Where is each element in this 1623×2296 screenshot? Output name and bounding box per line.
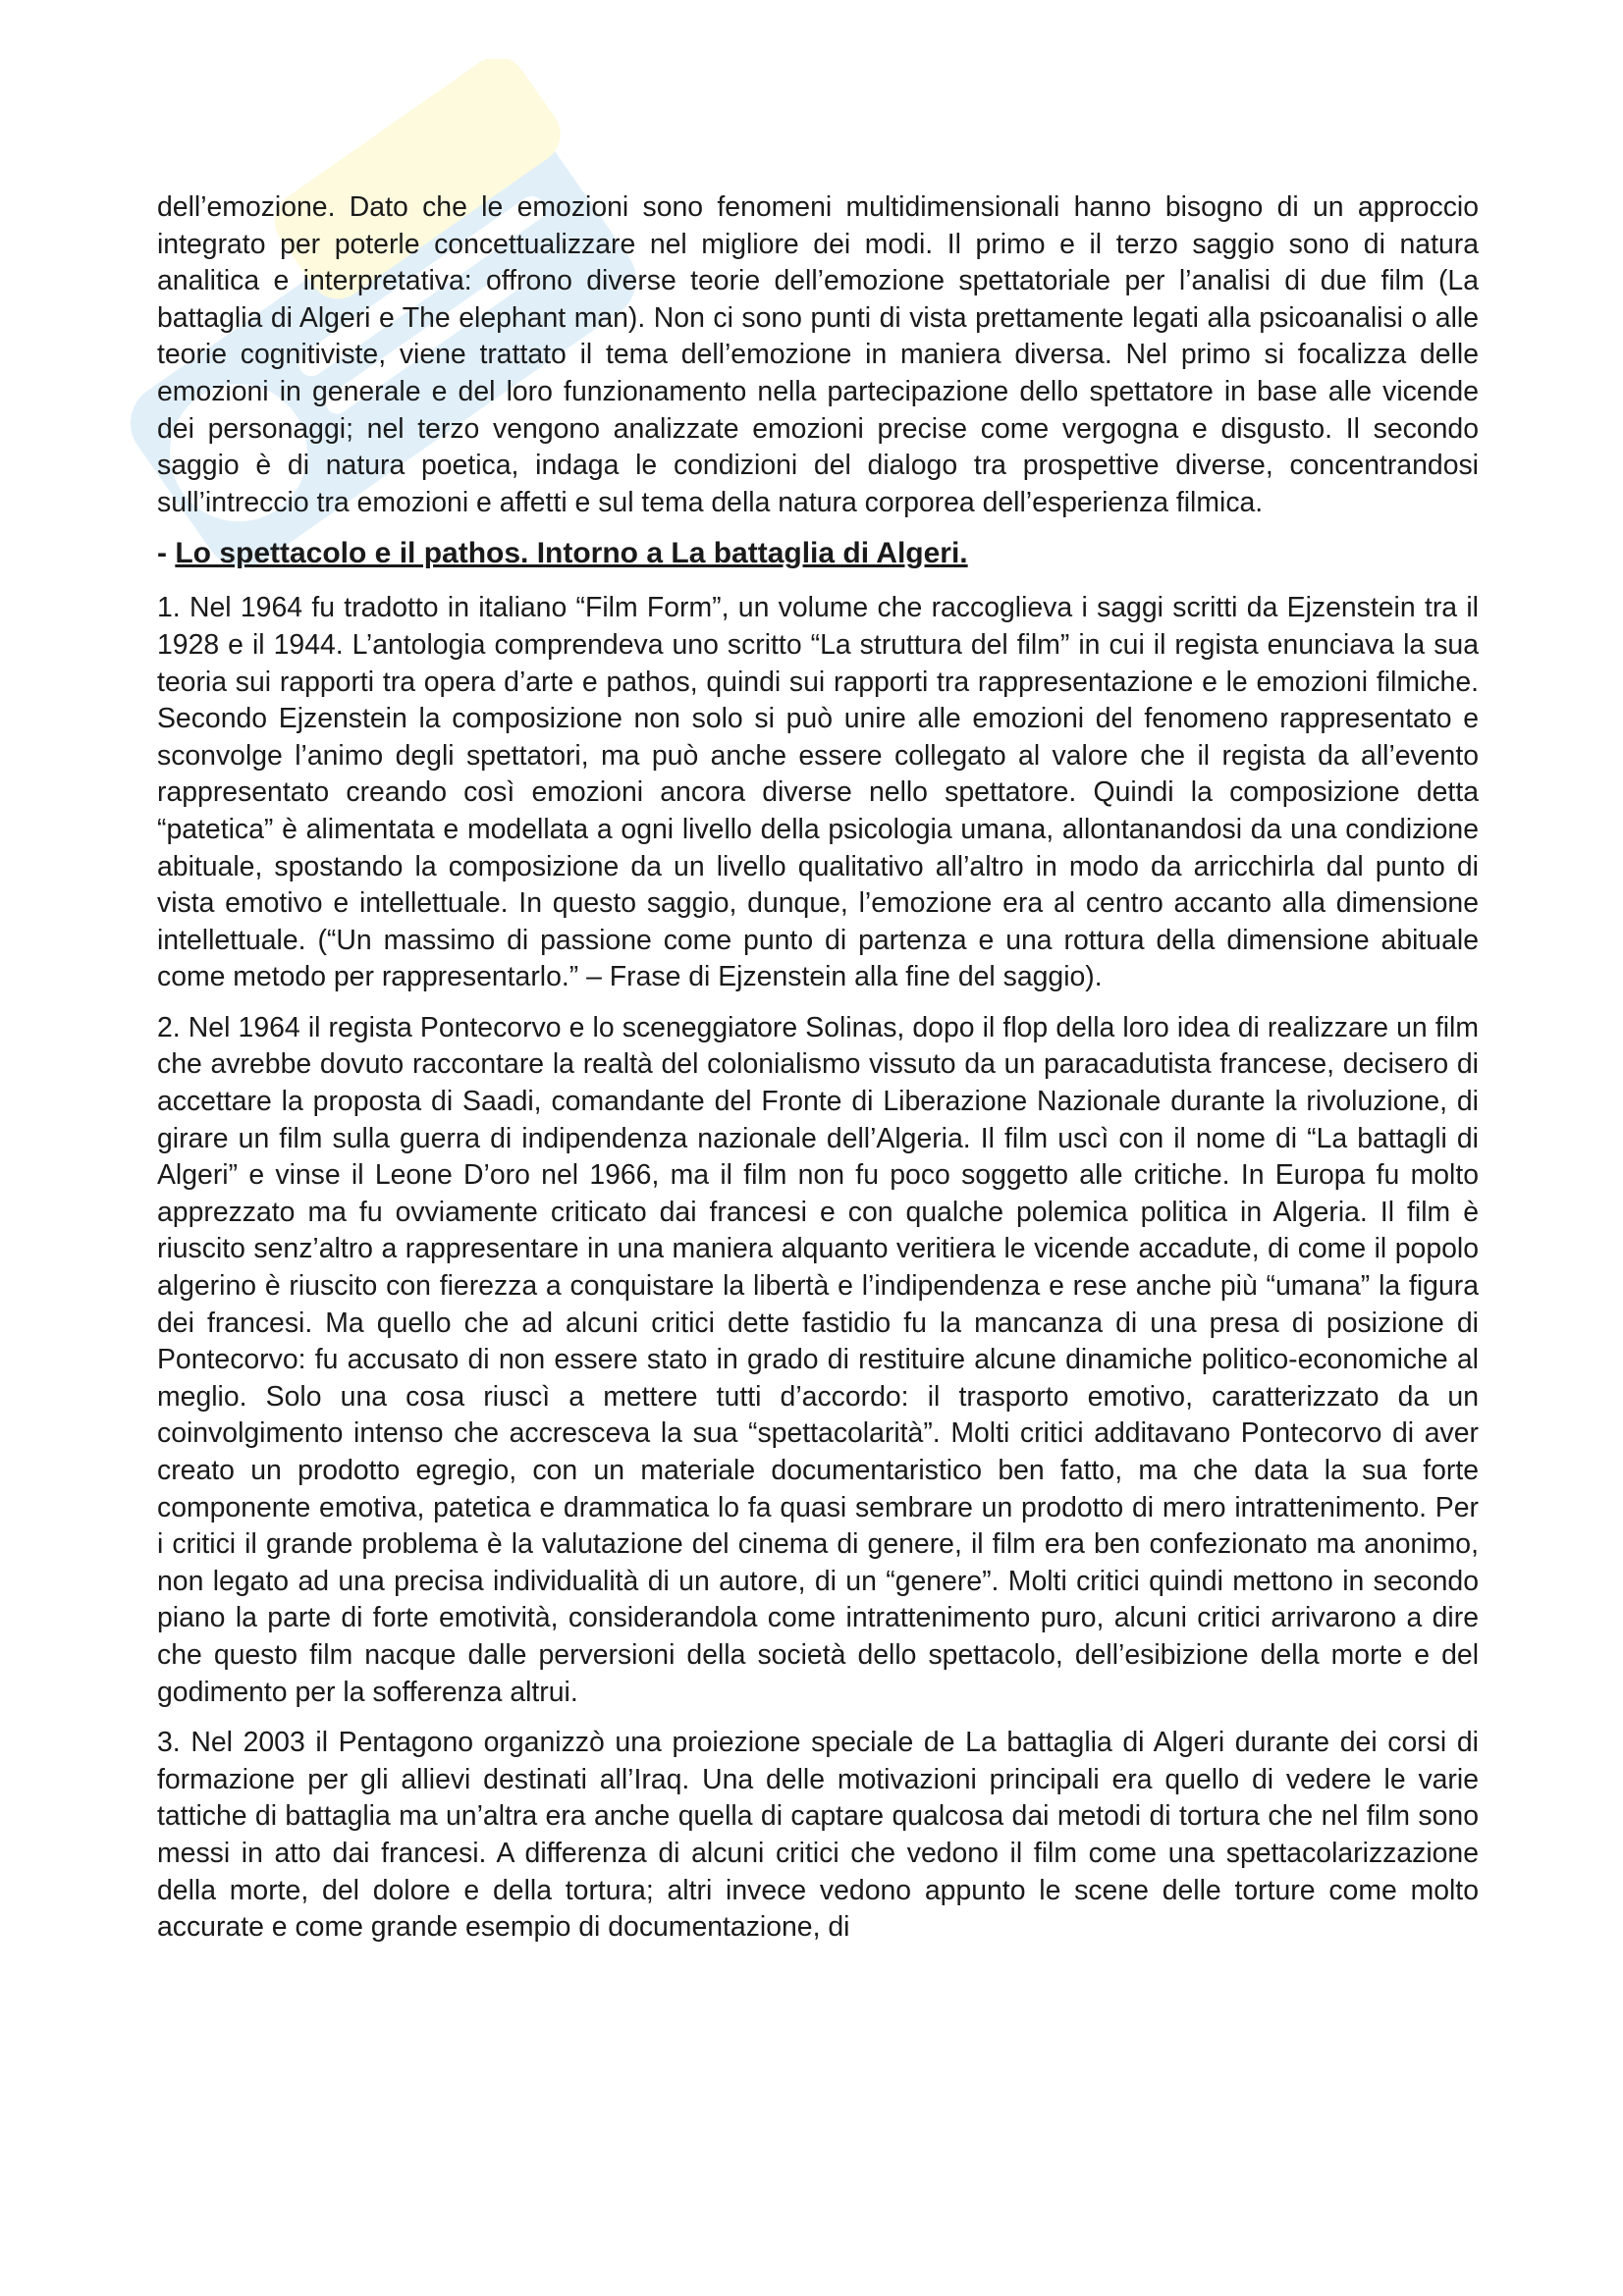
paragraph-2: 2. Nel 1964 il regista Pontecorvo e lo sceneggiatore Solinas, dopo il flop della loro idea di realizzare un film che avrebbe dovuto raccontare la realtà del colonialismo vissuto da un paracadutista francese, decisero di accettare la proposta di Saadi, comandante del Fronte di Liberazione Nazionale durante la rivoluzione, di girare un film sulla guerra di indipendenza nazionale dell’Algeria. Il film uscì con il nome di “La battagli di Algeri” e vinse il Leone D’oro nel 1966, ma il film non fu poco soggetto alle critiche. In Europa fu molto apprezzato ma fu ovviamente criticato dai francesi e con qualche polemica politica in Algeria. Il film è riuscito senz’altro a rappresentare in una maniera alquanto veritiera le vicende accadute, di come il popolo algerino è riuscito con fierezza a conquistare la libertà e l’indipendenza e rese anche più “umana” la figura dei francesi. Ma quello che ad alcuni critici dette fastidio fu la mancanza di una presa di posizione di Pontecorvo: fu accusato di non essere stato in grado di restituire alcune dinamiche politico-economiche al meglio. Solo una cosa riuscì a mettere tutti d’accordo: il trasporto emotivo, caratterizzato da un coinvolgimento intenso che accresceva la sua “spettacolarità”. Molti critici additavano Pontecorvo di aver creato un prodotto egregio, con un materiale documentaristico ben fatto, ma che data la sua forte componente emotiva, patetica e drammatica lo fa quasi sembrare un prodotto di mero intrattenimento. Per i critici il grande problema è la valutazione del cinema di genere, il film era ben confezionato ma anonimo, non legato ad una precisa individualità di un autore, di un “genere”. Molti critici quindi mettono in secondo piano la parte di forte emotività, considerandola come intrattenimento puro, alcuni critici arrivarono a dire che questo film nacque dalle perversioni della società dello spettacolo, dell’esibizione della morte e del godimento per la sofferenza altrui. (157, 1011, 1479, 1708)
document-page (157, 189, 1479, 1960)
intro-paragraph: dell’emozione. Dato che le emozioni sono fenomeni multidimensionali hanno bisogno di un approccio integrato per poterle concettualizzare nel migliore dei modi. Il primo e il terzo saggio sono di natura analitica e interpretativa: offrono diverse teorie dell’emozione spettatoriale per l’analisi di due film (La battaglia di Algeri e The elephant man). Non ci sono punti di vista prettamente legati alla psicoanalisi o alle teorie cognitiviste, viene trattato il tema dell’emozione in maniera diversa. Nel primo si focalizza delle emozioni in generale e del loro funzionamento nella partecipazione dello spettatore in base alle vicende dei personaggi; nel terzo vengono analizzate emozioni precise come vergogna e disgusto. Il secondo saggio è di natura poetica, indaga le condizioni del dialogo tra prospettive diverse, concentrandosi sull’intreccio tra emozioni e affetti e sul tema della natura corporea dell’esperienza filmica. (157, 191, 1479, 518)
heading-prefix: - (157, 537, 176, 570)
section-heading (157, 535, 1479, 572)
paragraph-1: 1. Nel 1964 fu tradotto in italiano “Film Form”, un volume che raccoglieva i saggi scritti da Ejzenstein tra il 1928 e il 1944. L’antologia comprendeva uno scritto “La struttura del film” in cui il regista enunciava la sua teoria sui rapporti tra opera d’arte e pathos, quindi sui rapporti tra rappresentazione e le emozioni filmiche. Secondo Ejzenstein la composizione non solo si può unire alle emozioni del fenomeno rappresentato e sconvolge l’animo degli spettatori, ma può anche essere collegato al valore che il regista da all’evento rappresentato creando così emozioni ancora diverse nello spettatore. Quindi la composizione detta “patetica” è alimentata e modellata a ogni livello della psicologia umana, allontanandosi da una condizione abituale, spostando la composizione da un livello qualitativo all’altro in modo da arricchirla dal punto di vista emotivo e intellettuale. In questo saggio, dunque, l’emozione era al centro accanto alla dimensione intellettuale. (“Un massimo di passione come punto di partenza e una rottura della dimensione abituale come metodo per rappresentarlo.” – Frase di Ejzenstein alla fine del saggio). (157, 592, 1479, 993)
paragraph-3: 3. Nel 2003 il Pentagono organizzò una proiezione speciale de La battaglia di Algeri durante dei corsi di formazione per gli allievi destinati all’Iraq. Una delle motivazioni principali era quello di vedere le varie tattiche di battaglia ma un’altra era anche quella di captare qualcosa dai metodi di tortura che nel film sono messi in atto dai francesi. A differenza di alcuni critici che vedono il film come una spettacolarizzazione della morte, del dolore e della tortura; altri invece vedono appunto le scene delle torture come molto accurate e come grande esempio di documentazione, di (157, 1727, 1479, 1944)
heading-title: Lo spettacolo e il pathos. Intorno a La battaglia di Algeri. (175, 537, 968, 570)
